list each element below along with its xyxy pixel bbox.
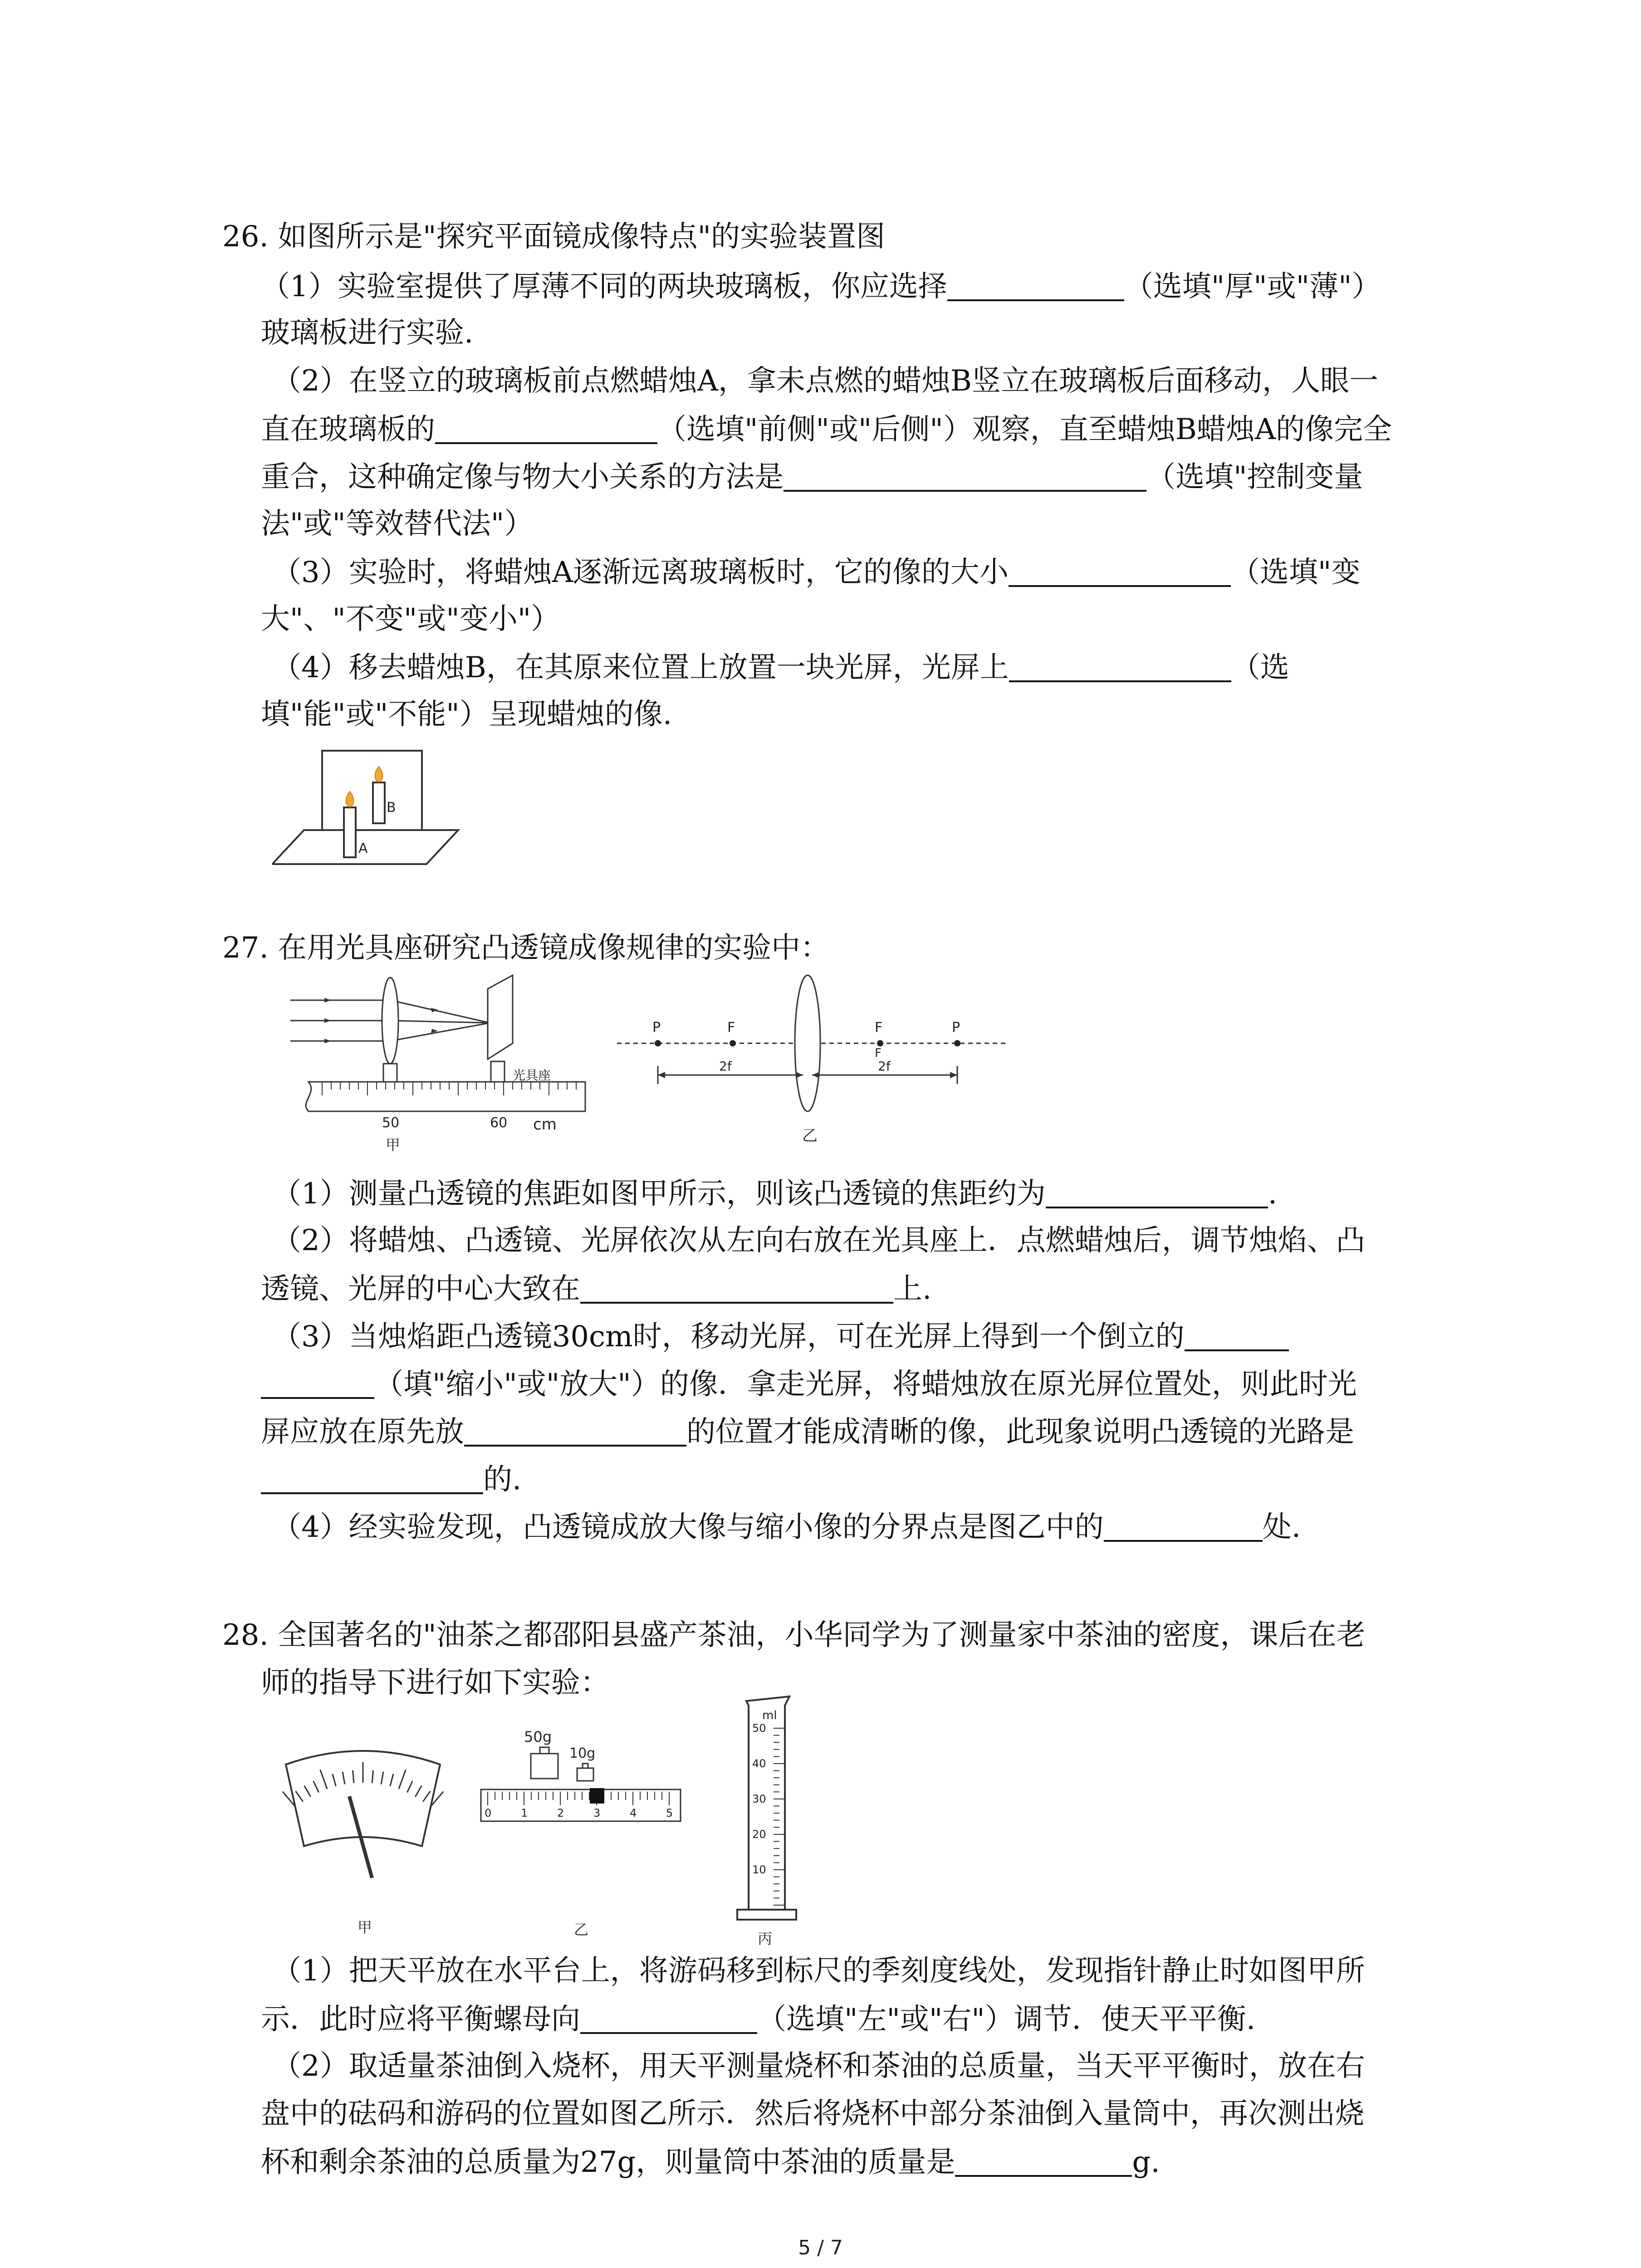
scale-label: 2: [557, 1807, 564, 1819]
q27-part3-line1: [272, 1320, 1289, 1354]
q27-p2-text-a: （2）将蜡烛、凸透镜、光屏依次从左向右放在光具座上．点燃蜡烛后，调节烛焰、凸: [272, 1224, 1365, 1257]
q28-stem-line2: 师的指导下进行如下实验：: [261, 1666, 609, 1700]
q28-p2-text-a: （2）取适量茶油倒入烧杯，用天平测量烧杯和茶油的总质量，当天平平衡时，放在右: [272, 2049, 1365, 2083]
q26-part4-line1: [272, 652, 1289, 682]
q27-p3-text-d: 的位置才能成清晰的像，此现象说明凸透镜的光路是: [686, 1415, 1354, 1449]
cylinder-label: 50: [752, 1722, 766, 1735]
q27-part3-line3: [261, 1417, 1354, 1447]
q27-answer-blank-2[interactable]: [580, 1274, 893, 1304]
q26-p2-text-a: （2）在竖立的玻璃板前点燃蜡烛A，拿未点燃的蜡烛B竖立在玻璃板后面移动，人眼一: [272, 364, 1378, 398]
label-2f-left: 2f: [719, 1059, 732, 1074]
q26-part1-line1: [261, 271, 1381, 301]
weight-50g: [531, 1754, 558, 1779]
candle-a: [344, 807, 356, 857]
q27-p2-text-b: 透镜、光屏的中心大致在: [261, 1272, 580, 1306]
q26-mirror-apparatus-figure: [272, 744, 463, 866]
q28-figure-yi: [476, 1724, 690, 1941]
candle-b: [373, 782, 385, 823]
q26-p3-text-b: （选填"变: [1230, 556, 1361, 589]
q27-part1-line1: [272, 1177, 1278, 1211]
q28-p1-text-b: 示．此时应将平衡螺母向: [261, 2003, 580, 2036]
q27-part4-line1: [272, 1512, 1301, 1542]
q27-part2-line2: [261, 1274, 931, 1304]
caption-yi: 乙: [802, 1127, 818, 1145]
q26-p2-text-e: （选填"控制变量: [1146, 460, 1363, 494]
q26-answer-blank-3[interactable]: [784, 462, 1146, 492]
q26-answer-blank-2[interactable]: [435, 414, 657, 444]
q27-answer-blank-5[interactable]: [261, 1464, 483, 1494]
q27-p3-text-c: 屏应放在原先放: [261, 1415, 464, 1449]
q27-part3-line4: [261, 1464, 521, 1494]
q27-p3-text-b: （填"缩小"或"放大"）的像．拿走光屏，将蜡烛放在原光屏位置处，则此时光: [374, 1368, 1357, 1401]
q26-p4-text-a: （4）移去蜡烛B，在其原来位置上放置一块光屏，光屏上: [272, 651, 1009, 684]
q28-part2-line3: [261, 2147, 1160, 2177]
q27-answer-blank-3a[interactable]: [1185, 1321, 1289, 1351]
optical-bench-label: 光具座: [513, 1068, 551, 1083]
screen-holder: [491, 1061, 505, 1082]
q26-p1-text-c: 玻璃板进行实验.: [261, 316, 474, 350]
weight-50g-knob: [540, 1747, 549, 1754]
lens-holder: [383, 1064, 397, 1082]
rider: [590, 1788, 604, 1804]
cylinder-label: 40: [752, 1757, 766, 1770]
q28-figure-jia: [277, 1742, 449, 1941]
scale-label: 1: [521, 1807, 528, 1819]
q26-answer-blank-4[interactable]: [1009, 557, 1231, 587]
q26-p4-text-b: （选: [1231, 651, 1289, 684]
q26-p2-text-b: 直在玻璃板的: [261, 413, 435, 446]
point-p-left: [655, 1040, 661, 1046]
q28-p2-text-b: 盘中的砝码和游码的位置如图乙所示．然后将烧杯中部分茶油倒入量筒中，再次测出烧: [261, 2097, 1364, 2131]
q28-p1-text-c: （选填"左"或"右"）调节．使天平平衡.: [757, 2003, 1256, 2036]
q26-p1-text-b: （选填"厚"或"薄"）: [1124, 270, 1381, 303]
q26-p2-text-d: 重合，这种确定像与物大小关系的方法是: [261, 460, 784, 494]
q27-p3-text-a: （3）当烛焰距凸透镜30cm时，移动光屏，可在光屏上得到一个倒立的: [272, 1320, 1185, 1354]
q27-answer-blank-6[interactable]: [1104, 1512, 1263, 1542]
q28-p2-text-d: g.: [1132, 2146, 1160, 2179]
q28-answer-blank-1[interactable]: [580, 2004, 757, 2034]
label-a: A: [358, 841, 368, 856]
optical-bench: [306, 1082, 585, 1111]
q26-answer-blank-5[interactable]: [1009, 652, 1231, 682]
light-screen: [488, 975, 513, 1059]
q27-answer-blank-3b[interactable]: [261, 1369, 374, 1399]
tick-label-60: 60: [490, 1115, 508, 1131]
q27-figure-yi: [608, 962, 1016, 1152]
label-f-right: F: [875, 1020, 883, 1036]
cylinder-base: [737, 1910, 796, 1920]
q27-answer-blank-1[interactable]: [1046, 1178, 1268, 1208]
q26-p3-text-c: 大"、"不变"或"变小"）: [261, 602, 560, 636]
q27-p2-text-c: 上.: [893, 1272, 932, 1306]
label-b: B: [387, 800, 396, 816]
point-p-right: [954, 1040, 960, 1046]
q27-p1-text-b: .: [1268, 1177, 1278, 1211]
caption-yi-28: 乙: [574, 1921, 589, 1938]
q27-p4-text-b: 处.: [1262, 1510, 1301, 1544]
q27-answer-blank-4[interactable]: [464, 1417, 686, 1447]
convex-lens-yi: [795, 975, 820, 1111]
scale-label: 0: [485, 1807, 492, 1819]
caption-jia-28: 甲: [358, 1919, 372, 1936]
point-f-right: [877, 1040, 883, 1046]
convex-lens: [382, 978, 398, 1064]
q26-part2-line2: [261, 414, 1392, 444]
q28-answer-blank-2[interactable]: [955, 2147, 1132, 2177]
label-f-left: F: [727, 1020, 735, 1036]
q26-part2-line3: [261, 462, 1363, 492]
q26-part3-line1: [272, 557, 1360, 587]
q28-stem-line1: 28. 全国著名的"油茶之都邵阳县盛产茶油，小华同学为了测量家中茶油的密度，课后在老: [222, 1618, 1366, 1652]
q27-figure-jia: [281, 962, 599, 1152]
cylinder-unit: ml: [762, 1709, 777, 1722]
scale-label: 4: [630, 1807, 637, 1819]
caption-jia: 甲: [386, 1136, 401, 1152]
cylinder-label: 30: [752, 1793, 766, 1805]
q27-stem: 27. 在用光具座研究凸透镜成像规律的实验中：: [222, 931, 830, 965]
q26-p3-text-a: （3）实验时，将蜡烛A逐渐远离玻璃板时，它的像的大小: [272, 556, 1009, 589]
scale-label: 3: [593, 1807, 601, 1819]
label-p-left: P: [652, 1020, 661, 1036]
unit-cm: cm: [533, 1115, 557, 1134]
q27-p1-text-a: （1）测量凸透镜的焦距如图甲所示，则该凸透镜的焦距约为: [272, 1177, 1046, 1211]
label-2f-right: 2f: [878, 1059, 891, 1074]
q26-p2-text-c: （选填"前侧"或"后侧"）观察，直至蜡烛B蜡烛A的像完全: [657, 413, 1392, 446]
tick-label-50: 50: [382, 1115, 400, 1131]
cylinder-label: 10: [752, 1863, 766, 1876]
q28-figure-bing: [721, 1692, 812, 1950]
q26-stem: 26. 如图所示是"探究平面镜成像特点"的实验装置图: [222, 220, 885, 254]
weight-10g-label: 10g: [569, 1745, 596, 1761]
q26-p4-text-c: 填"能"或"不能"）呈现蜡烛的像.: [261, 698, 672, 731]
q26-p1-text-a: （1）实验室提供了厚薄不同的两块玻璃板，你应选择: [261, 270, 947, 303]
q27-part3-line2: [261, 1369, 1357, 1399]
rider-scale: [481, 1789, 681, 1821]
label-f-right-2: F: [875, 1046, 882, 1060]
q26-p2-text-f: 法"或"等效替代法"）: [261, 507, 534, 541]
q28-part1-line2: [261, 2004, 1255, 2034]
scale-label: 5: [666, 1807, 673, 1819]
weight-50g-label: 50g: [524, 1728, 552, 1745]
q27-p3-text-e: 的.: [483, 1463, 522, 1496]
q28-p2-text-c: 杯和剩余茶油的总质量为27g，则量筒中茶油的质量是: [261, 2146, 955, 2179]
caption-bing-28: 丙: [758, 1930, 773, 1947]
q28-p1-text-a: （1）把天平放在水平台上，将游码移到标尺的季刻度线处，发现指针静止时如图甲所: [272, 1954, 1365, 1988]
weight-10g: [577, 1768, 593, 1781]
page-number: 5 / 7: [798, 2236, 843, 2259]
q27-p4-text-a: （4）经实验发现，凸透镜成放大像与缩小像的分界点是图乙中的: [272, 1510, 1104, 1544]
cylinder-label: 20: [752, 1828, 766, 1841]
point-f-left: [730, 1040, 736, 1046]
q26-answer-blank-1[interactable]: [947, 271, 1124, 301]
label-p-right: P: [952, 1020, 960, 1036]
